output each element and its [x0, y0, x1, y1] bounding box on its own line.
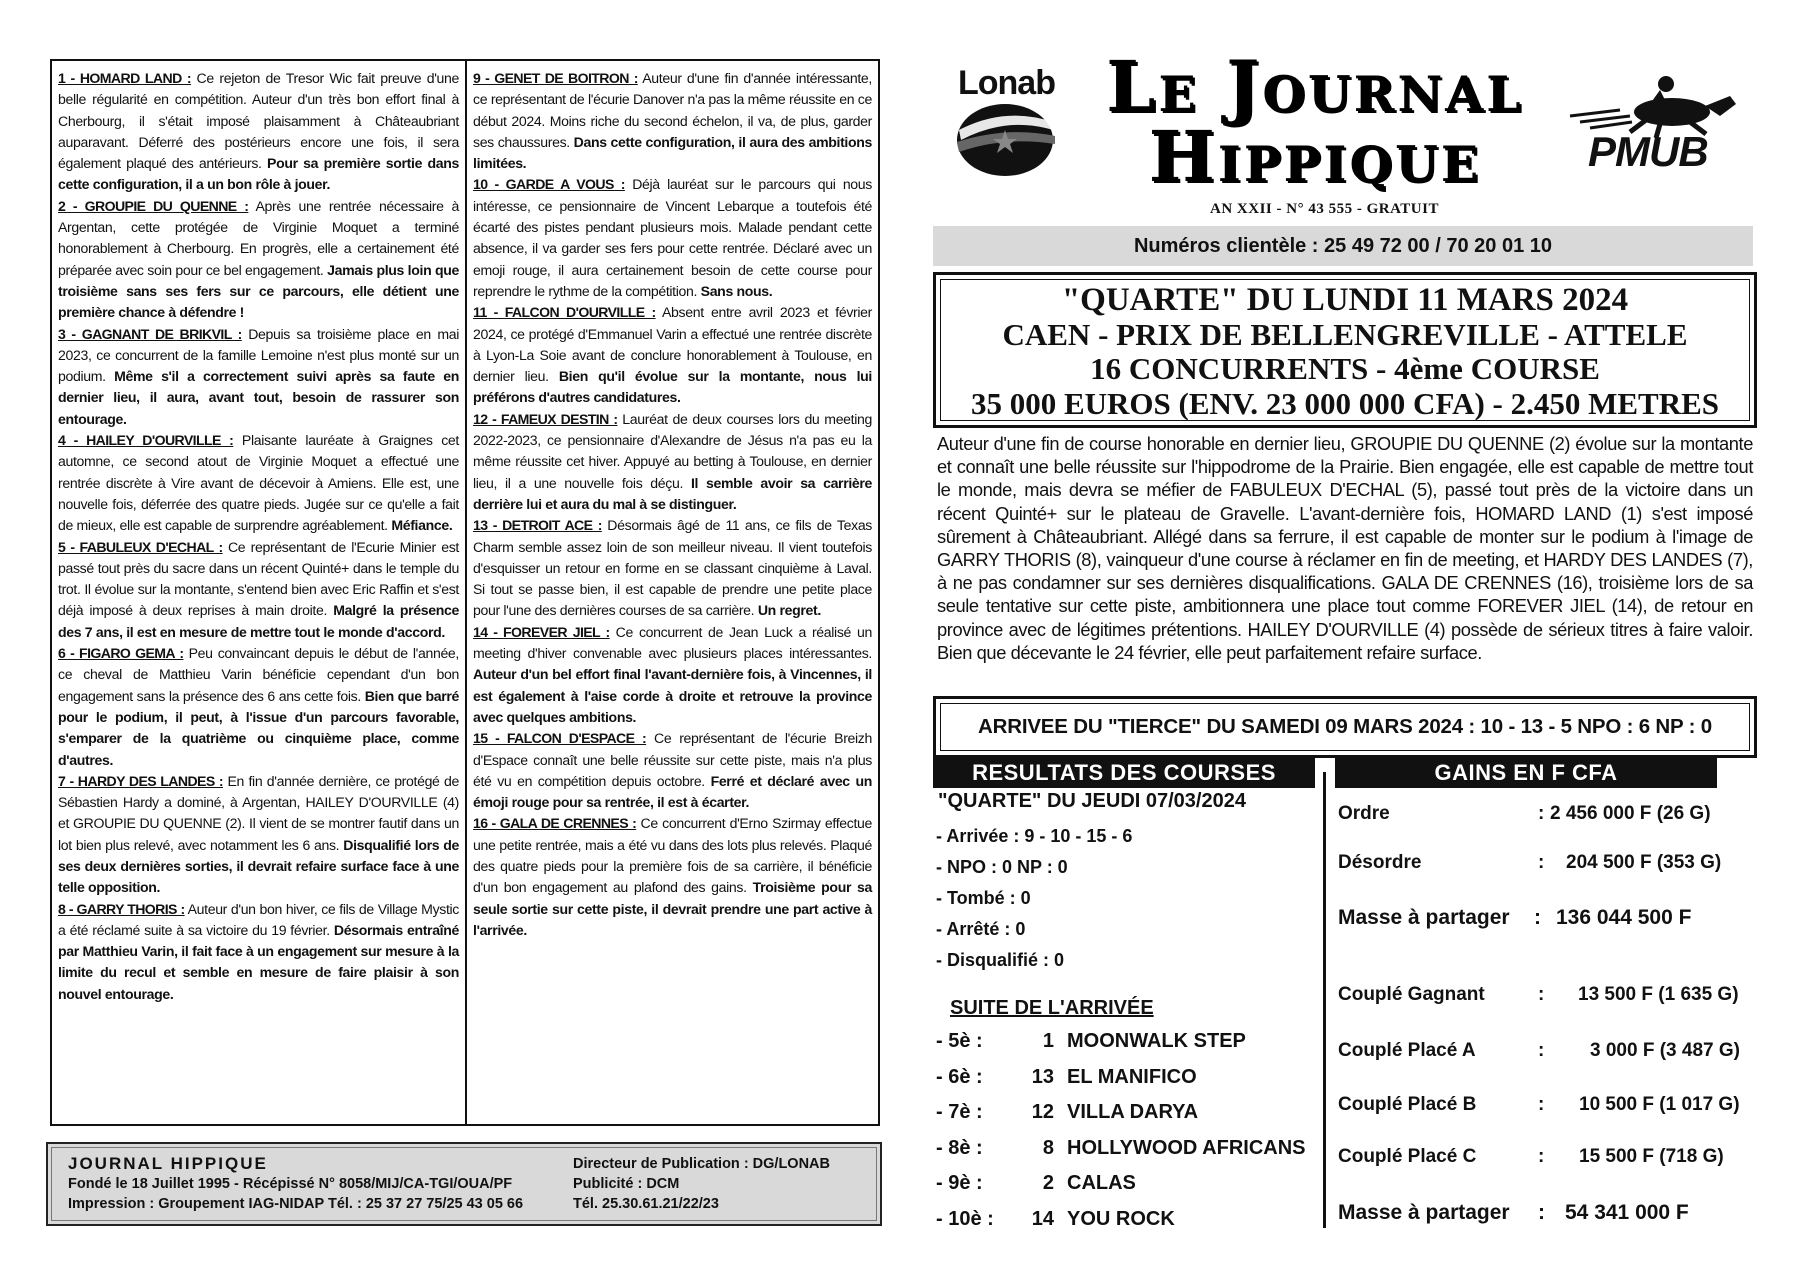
entry-4: 4 - HAILEY D'OURVILLE : Plaisante lauréate à Graignes cet automne, ce second atout de Virginie Moquet a effectué une rentrée discrète à Vire avant de décevoir à Amiens. Elle est, une nouvelle fois, déferrée des quatre pieds. Jugée sur ce qu'elle a fait de mieux, elle est capable de surprendre agréablement. Méfiance. — [58, 432, 459, 534]
lonab-logo-icon — [955, 100, 1057, 180]
entry-9: 9 - GENET DE BOITRON : Auteur d'une fin d'année intéressante, ce représentant de l'écurie Danover n'a pas la même réussite en ce début 2024. Moins riche du second échelon, il va, de plus, garder ses chaussures. Dans cette configuration, il aura des ambitions limitées. — [473, 70, 873, 172]
customer-numbers: Numéros clientèle : 25 49 72 00 / 70 20 01 10 — [933, 226, 1753, 266]
race-analysis: Auteur d'une fin de course honorable en dernier lieu, GROUPIE DU QUENNE (2) évolue sur la montante et connaît une belle réussite sur l'hippodrome de la Prairie. Bien engagée, elle est capable de mettre tout le monde, mais devra se méfier de FABULEUX D'ECHAL (5), passé tout près de la victoire dans un récent Quinté+ sur le plateau de Gravelle. L'avant-dernière fois, HOMARD LAND (1) s'est imposé sûrement à Châteaubriant. Allégé dans sa ferrure, il est capable de monter sur le podium à l'image de GARRY THORIS (8), vainqueur d'une course à réclamer en fin de meeting, et HARDY DES LANDES (7), à ne pas condamner sur ses dernières disqualifications. GALA DE CRENNES (16), troisième lors de sa seule tentative sur cette piste, ambitionnera une place tout comme FOREVER JIEL (14), de retour en province avec de légitimes prétentions. HAILEY D'OURVILLE (4) possède de sérieux titres à faire valoir. Bien que décevante le 24 février, elle peut parfaitement refaire surface. — [937, 433, 1753, 663]
entry-5: 5 - FABULEUX D'ECHAL : Ce représentant de l'Ecurie Minier est passé tout près du sacre dans un récent Quinté+ dans le temple du trot. Il évolue sur la montante, s'entend bien avec Eric Raffin et s'est déjà imposé à deux reprises à main droite. Malgré la présence des 7 ans, il est en mesure de mettre tout le monde d'accord. — [58, 538, 459, 640]
list-item: - 8è : 8 HOLLYWOOD AFRICANS — [936, 1136, 1306, 1159]
result-arrival: - Arrivée : 9 - 10 - 15 - 6 — [936, 826, 1133, 846]
race-prize: 35 000 EUROS (ENV. 23 000 000 CFA) - 2.450 METRES — [970, 385, 1720, 421]
horse-commentary-box — [50, 59, 880, 1126]
list-item: - 10è : 14 YOU ROCK — [936, 1207, 1175, 1230]
entry-2: 2 - GROUPIE DU QUENNE : Après une rentrée nécessaire à Argentan, cette protégée de Virginie Moquet a terminé honorablement à Cherbourg. En progrès, elle a certainement été préparée avec soin pour ce bel engagement. Jamais plus loin que troisième sans ses fers sur ce parcours, elle détient une première chance à défendre ! — [58, 197, 459, 321]
result-fallen: - Tombé : 0 — [936, 888, 1031, 908]
race-venue: CAEN - PRIX DE BELLENGREVILLE - ATTELE — [1002, 316, 1688, 352]
publication-footer — [46, 1142, 882, 1226]
arrival-continuation-list — [936, 1024, 1316, 1237]
footer-right — [573, 1154, 830, 1214]
list-item: - 5è : 1 MOONWALK STEP — [936, 1030, 1246, 1052]
edition-info: AN XXII - N° 43 555 - GRATUIT — [1210, 201, 1439, 217]
entry-11: 11 - FALCON D'OURVILLE : Absent entre avril 2023 et février 2024, ce protégé d'Emmanuel Varin a effectué une rentrée discrète à Lyon-La Soie avant de conclure honorablement à Toulouse, en dernier lieu. Bien qu'il évolue sur la montante, nous lui préférons d'autres candidatures. — [473, 304, 872, 406]
entry-7: 7 - HARDY DES LANDES : En fin d'année dernière, ce protégé de Sébastien Hardy a dominé, à Argentan, HAILEY D'OURVILLE (4) et GROUPIE DU QUENNE (2). Il vient de se montrer fautif dans un lot bien plus relevé, avec notamment les 6 ans. Disqualifié lors de ses deux dernières sorties, il devrait refaire surface face à une telle opposition. — [58, 772, 460, 896]
tierce-arrival-text: ARRIVEE DU "TIERCE" DU SAMEDI 09 MARS 2024 : 10 - 13 - 5 NPO : 6 NP : 0 — [940, 703, 1750, 751]
entry-6: 6 - FIGARO GEMA : Peu convaincant depuis le début de l'année, ce cheval de Matthieu Varin bénéficie cependant d'un bon engagement sans la présence des 6 ans cette fois. Bien que barré pour le podium, il peut, à l'issue d'un parcours favorable, s'emparer de la quatrième ou cinquième place, comme d'autres. — [58, 645, 459, 768]
entry-1: 1 - HOMARD LAND : Ce rejeton de Tresor Wic fait preuve d'une belle régularité en compétition. Auteur d'un très bon effort final à Cherbourg, il s'était imposé plaisamment à Châteaubriant auparavant. Déferré des postérieurs encore une fois, il sera également plaqué des antérieurs. Pour sa première sortie dans cette configuration, il a un bon rôle à jouer. — [58, 70, 460, 193]
footer-printing: Impression : Groupement IAG-NIDAP Tél. : 25 37 27 75/25 43 05 66 — [68, 1196, 524, 1212]
commentary-column-1 — [52, 61, 465, 1124]
entry-15: 15 - FALCON D'ESPACE : Ce représentant de l'écurie Breizh d'Espace connaît une belle réussite sur cette piste, mais n'a plus été vu en compétition depuis octobre. Ferré et déclaré avec un émoji rouge pour sa rentrée, il est à écarter. — [473, 730, 872, 811]
list-item: - 6è : 13 EL MANIFICO — [936, 1065, 1197, 1088]
arrival-continuation-title: SUITE DE L'ARRIVÉE — [950, 997, 1154, 1019]
footer-director: Directeur de Publication : DG/LONAB — [573, 1156, 830, 1172]
result-stopped: - Arrêté : 0 — [936, 919, 1026, 939]
title-line-1: Le Journal — [1106, 45, 1524, 128]
race-info-box — [933, 272, 1757, 428]
footer-publicity: Publicité : DCM — [573, 1176, 680, 1192]
race-info-inner — [940, 279, 1750, 421]
title-line-2: Hippique — [1148, 115, 1482, 198]
entry-16: 16 - GALA DE CRENNES : Ce concurrent d'Erno Szirmay effectue une petite rentrée, mais a été vu dans des lots plus relevés. Plaqué des quatre pieds pour la première fois de sa carrière, il bénéficie d'un bon engagement au plafond des gains. Troisième pour sa seule sortie sur cette piste, il devrait prendre une part active à l'arrivée. — [473, 815, 872, 938]
commentary-column-2 — [465, 61, 878, 1124]
results-subtitle: "QUARTE" DU JEUDI 07/03/2024 — [938, 790, 1246, 812]
column-divider — [1323, 772, 1326, 1228]
tierce-arrival-box — [933, 696, 1757, 758]
footer-left — [68, 1154, 523, 1214]
footer-phone: Tél. 25.30.61.21/22/23 — [573, 1196, 719, 1212]
entry-3: 3 - GAGNANT DE BRIKVIL : Depuis sa troisième place en mai 2023, ce concurrent de la famille Lemoine n'est plus monté sur un podium. Même s'il a correctement suivi après sa faute en dernier lieu, il aura, avant tout, besoin de rassurer son entourage. — [58, 325, 460, 427]
footer-journal-name: JOURNAL HIPPIQUE — [68, 1154, 268, 1173]
entry-8: 8 - GARRY THORIS : Auteur d'un bon hiver, ce fils de Village Mystic a été réclamé suite à sa victoire du 19 février. Désormais entraîné par Matthieu Varin, il fait face à un engagement sur mesure à la limite du recul et semble en mesure de faire plaisir à son nouvel entourage. — [58, 900, 460, 1002]
entry-12: 12 - FAMEUX DESTIN : Lauréat de deux courses lors du meeting 2022-2023, ce pensionnaire d'Alexandre de Jésus n'a pas eu la même réussite cet hiver. Appuyé au betting à Toulouse, en dernier lieu, il a une nouvelle fois déçu. Il semble avoir sa carrière derrière lui et aura du mal à se distinguer. — [473, 410, 873, 512]
result-disqualified: - Disqualifié : 0 — [936, 950, 1065, 970]
list-item: - 7è : 12 VILLA DARYA — [936, 1101, 1199, 1123]
race-title: "QUARTE" DU LUNDI 11 MARS 2024 — [1061, 282, 1629, 318]
results-list — [936, 821, 1132, 976]
entry-10: 10 - GARDE A VOUS : Déjà lauréat sur le parcours qui nous intéresse, ce pensionnaire de Vincent Lebarque a toutefois été écarté des pistes pendant plusieurs mois. Malade pendant cette absence, il va garder ses fers pour cette rentrée. Déclaré avec un emoji rouge, il aura certainement besoin de cette course pour reprendre le rythme de la compétition. Sans nous. — [473, 176, 872, 299]
lonab-logo-text: Lonab — [958, 64, 1055, 102]
journal-title — [1085, 45, 1545, 198]
gains-header: GAINS EN F CFA — [1335, 758, 1717, 788]
race-competitors: 16 CONCURRENTS - 4ème COURSE — [1090, 351, 1600, 386]
entry-14: 14 - FOREVER JIEL : Ce concurrent de Jean Luck a réalisé un meeting d'hiver convenable avec plusieurs places intéressantes. Auteur d'un bel effort final l'avant-dernière fois, à Vincennes, il est également à l'aise corde à droite et retrouve la province avec quelques ambitions. — [473, 623, 872, 725]
footer-founded: Fondé le 18 Juillet 1995 - Récépissé N° 8058/MIJ/CA-TGI/OUA/PF — [68, 1176, 513, 1192]
list-item: - 9è : 2 CALAS — [936, 1172, 1136, 1194]
result-npo: - NPO : 0 NP : 0 — [936, 857, 1068, 877]
results-header: RESULTATS DES COURSES — [933, 758, 1315, 788]
pmub-logo-text: PMUB — [1588, 128, 1708, 175]
entry-13: 13 - DETROIT ACE : Désormais âgé de 11 ans, ce fils de Texas Charm semble assez loin de son meilleur niveau. Il vient toutefois d'esquisser un retour en forme en se classant cinquième à Laval. Si tout se passe bien, il est capable de prendre une petite place pour l'une des dernières courses de sa carrière. Un regret. — [473, 517, 873, 619]
